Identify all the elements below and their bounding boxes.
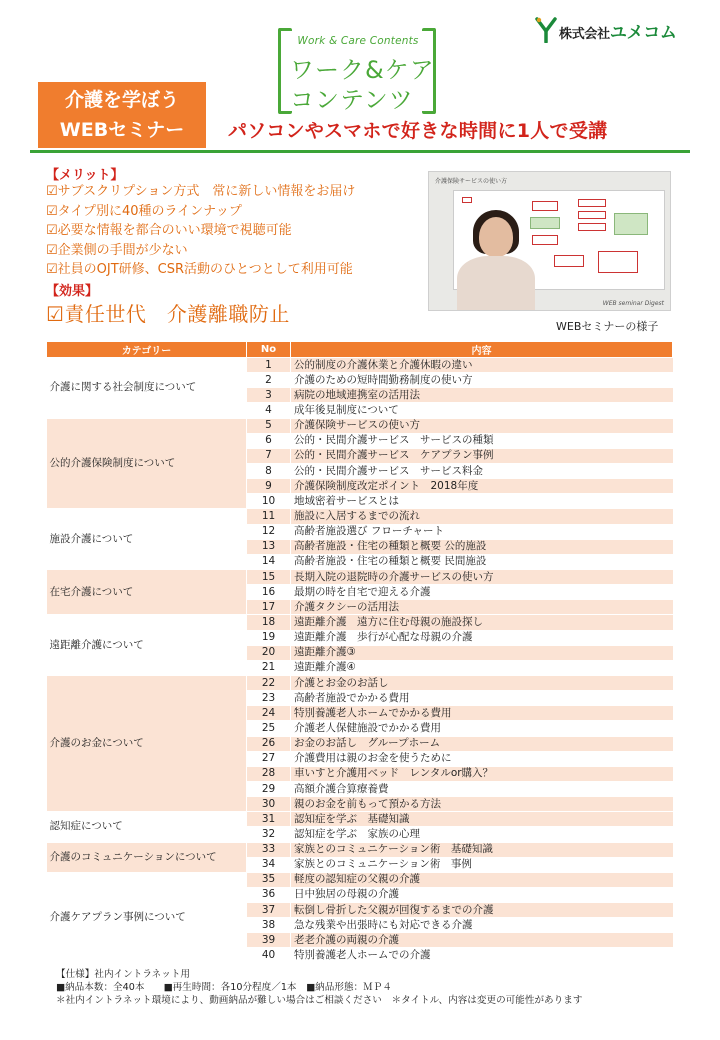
category-cell: 公的介護保険制度について: [47, 418, 247, 509]
table-row: [47, 615, 673, 630]
spec-notes: [56, 968, 582, 1007]
slide-flow-box: [532, 201, 558, 211]
content-cell: 介護タクシーの活用法: [291, 600, 673, 615]
content-cell: 公的・民間介護サービス ケアプラン事例: [291, 448, 673, 463]
presenter-body: [457, 256, 535, 311]
number-cell: 18: [247, 615, 291, 630]
table-row: [47, 509, 673, 524]
number-cell: 31: [247, 812, 291, 827]
number-cell: 35: [247, 872, 291, 887]
seminar-badge-line2: WEBセミナー: [59, 119, 185, 141]
merit-item: ☑企業側の手間が少ない: [46, 242, 188, 258]
content-cell: 遠距離介護 遠方に住む母親の施設探し: [291, 615, 673, 630]
content-cell: 介護とお金のお話し: [291, 675, 673, 690]
brand-subtitle: Work & Care Contents: [297, 35, 419, 47]
merit-item: ☑社員のOJT研修、CSR活動のひとつとして利用可能: [46, 262, 353, 278]
company-prefix: 株式会社: [559, 26, 610, 42]
content-cell: 急な残業や出張時にも対応できる介護: [291, 918, 673, 933]
effect-heading: 【効果】: [46, 284, 99, 299]
content-cell: 高額介護合算療養費: [291, 781, 673, 796]
content-cell: 長期入院の退院時の介護サービスの使い方: [291, 569, 673, 584]
number-cell: 27: [247, 751, 291, 766]
number-cell: 28: [247, 766, 291, 781]
number-cell: 4: [247, 403, 291, 418]
checkbox-icon: ☑: [46, 223, 58, 239]
seminar-badge: [38, 82, 206, 148]
number-cell: 33: [247, 842, 291, 857]
slide-flow-box: [598, 251, 638, 273]
presenter-face: [479, 217, 513, 257]
number-cell: 14: [247, 554, 291, 569]
slide-flow-box: [578, 223, 606, 231]
number-cell: 19: [247, 630, 291, 645]
table-row: [47, 842, 673, 857]
table-row: [47, 675, 673, 690]
brand-logo: [278, 28, 436, 114]
content-cell: 介護保険制度改定ポイント 2018年度: [291, 479, 673, 494]
company-name-main: ユメコム: [609, 22, 677, 43]
content-cell: 日中独居の母親の介護: [291, 887, 673, 902]
merit-item: ☑タイプ別に40種のラインナップ: [46, 203, 242, 219]
number-cell: 38: [247, 918, 291, 933]
number-cell: 37: [247, 903, 291, 918]
table-row: [47, 418, 673, 433]
merit-item: ☑必要な情報を都合のいい環境で視聴可能: [46, 223, 292, 239]
number-cell: 26: [247, 736, 291, 751]
checkbox-icon: ☑: [46, 262, 58, 278]
content-cell: 高齢者施設選び フローチャート: [291, 524, 673, 539]
number-cell: 36: [247, 887, 291, 902]
content-cell: 介護費用は親のお金を使うために: [291, 751, 673, 766]
number-cell: 9: [247, 479, 291, 494]
slide-flow-box: [578, 211, 606, 219]
content-cell: 家族とのコミュニケーション術 基礎知識: [291, 842, 673, 857]
number-cell: 22: [247, 675, 291, 690]
table-row: [47, 812, 673, 827]
table-body: [47, 358, 673, 964]
content-cell: 家族とのコミュニケーション術 事例: [291, 857, 673, 872]
number-cell: 24: [247, 706, 291, 721]
number-cell: 39: [247, 933, 291, 948]
category-cell: 介護のコミュニケーションについて: [47, 842, 247, 872]
content-cell: 遠距離介護④: [291, 660, 673, 675]
number-cell: 10: [247, 494, 291, 509]
number-cell: 30: [247, 797, 291, 812]
content-cell: 転倒し骨折した父親が回復するまでの介護: [291, 903, 673, 918]
slide-flow-box: [532, 235, 558, 245]
slide-flow-box: [530, 217, 560, 229]
number-cell: 11: [247, 509, 291, 524]
table-row: [47, 569, 673, 584]
number-cell: 32: [247, 827, 291, 842]
number-cell: 21: [247, 660, 291, 675]
number-cell: 6: [247, 433, 291, 448]
content-cell: 高齢者施設でかかる費用: [291, 691, 673, 706]
category-cell: 在宅介護について: [47, 569, 247, 614]
checkbox-icon: ☑: [46, 203, 58, 219]
table-header-row: [47, 342, 673, 358]
header-divider: [30, 150, 690, 153]
number-cell: 7: [247, 448, 291, 463]
content-cell: 老老介護の両親の介護: [291, 933, 673, 948]
catchcopy: パソコンやスマホで好きな時間に1人で受講: [228, 120, 608, 142]
content-cell: 地域密着サービスとは: [291, 494, 673, 509]
content-cell: 特別養護老人ホームでの介護: [291, 948, 673, 963]
content-cell: 遠距離介護 歩行が心配な母親の介護: [291, 630, 673, 645]
content-cell: お金のお話し グループホーム: [291, 736, 673, 751]
number-cell: 34: [247, 857, 291, 872]
category-cell: 認知症について: [47, 812, 247, 842]
spec-line: 【仕様】社内イントラネット用: [56, 969, 191, 980]
brand-title-line2: コンテンツ: [290, 86, 414, 114]
slide-flow-box: [554, 255, 584, 267]
effect-text: ☑責任世代 介護離職防止: [46, 302, 290, 326]
merit-list: [46, 182, 355, 280]
slide-flow-box: [462, 197, 472, 203]
checkbox-icon: ☑: [46, 242, 58, 258]
category-cell: 遠距離介護について: [47, 615, 247, 676]
company-logo: [535, 17, 677, 43]
number-cell: 5: [247, 418, 291, 433]
seminar-video-thumbnail: [428, 171, 671, 311]
number-cell: 12: [247, 524, 291, 539]
content-cell: 公的・民間介護サービス サービス料金: [291, 463, 673, 478]
content-cell: 施設に入居するまでの流れ: [291, 509, 673, 524]
video-footer: WEB seminar Digest: [602, 300, 664, 307]
content-cell: 介護老人保健施設でかかる費用: [291, 721, 673, 736]
content-cell: 親のお金を前もって預かる方法: [291, 797, 673, 812]
content-cell: 公的制度の介護休業と介護休暇の違い: [291, 358, 673, 373]
content-cell: 高齢者施設・住宅の種類と概要 民間施設: [291, 554, 673, 569]
course-table: [46, 341, 673, 964]
video-slide-title: 介護保険サービスの使い方: [435, 178, 508, 185]
header-category: カテゴリー: [47, 342, 247, 358]
header-no: No: [247, 342, 291, 358]
spec-line: ＊社内イントラネット環境により、動画納品が難しい場合はご相談ください ＊タイトル、内容は変更の可能性があります: [56, 995, 583, 1006]
category-cell: 介護に関する社会制度について: [47, 358, 247, 419]
number-cell: 20: [247, 645, 291, 660]
merit-item: ☑サブスクリプション方式 常に新しい情報をお届け: [46, 184, 356, 199]
merit-heading: 【メリット】: [46, 168, 124, 183]
checkbox-icon: ☑: [46, 184, 58, 199]
category-cell: 介護ケアプラン事例について: [47, 872, 247, 963]
content-cell: 認知症を学ぶ 基礎知識: [291, 812, 673, 827]
number-cell: 2: [247, 373, 291, 388]
seminar-badge-line1: 介護を学ぼう: [64, 89, 179, 111]
content-cell: 最期の時を自宅で迎える介護: [291, 585, 673, 600]
video-caption: WEBセミナーの様子: [556, 320, 659, 333]
number-cell: 23: [247, 691, 291, 706]
content-cell: 軽度の認知症の父親の介護: [291, 872, 673, 887]
number-cell: 8: [247, 463, 291, 478]
category-cell: 介護のお金について: [47, 675, 247, 811]
content-cell: 高齢者施設・住宅の種類と概要 公的施設: [291, 539, 673, 554]
number-cell: 1: [247, 358, 291, 373]
header-content: 内容: [291, 342, 673, 358]
number-cell: 29: [247, 781, 291, 796]
category-cell: 施設介護について: [47, 509, 247, 570]
number-cell: 3: [247, 388, 291, 403]
content-cell: 介護保険サービスの使い方: [291, 418, 673, 433]
company-mark-icon: [535, 17, 557, 43]
content-cell: 公的・民間介護サービス サービスの種類: [291, 433, 673, 448]
slide-flow-box: [578, 199, 606, 207]
content-cell: 車いすと介護用ベッド レンタルor購入？: [291, 766, 673, 781]
number-cell: 25: [247, 721, 291, 736]
number-cell: 13: [247, 539, 291, 554]
table-row: [47, 358, 673, 373]
table-row: [47, 872, 673, 887]
number-cell: 16: [247, 585, 291, 600]
content-cell: 介護のための短時間勤務制度の使い方: [291, 373, 673, 388]
content-cell: 遠距離介護③: [291, 645, 673, 660]
content-cell: 特別養護老人ホームでかかる費用: [291, 706, 673, 721]
number-cell: 15: [247, 569, 291, 584]
content-cell: 認知症を学ぶ 家族の心理: [291, 827, 673, 842]
company-name: [559, 18, 677, 43]
brand-title-line1: ワーク&ケア: [290, 56, 435, 84]
content-cell: 成年後見制度について: [291, 403, 673, 418]
number-cell: 40: [247, 948, 291, 963]
number-cell: 17: [247, 600, 291, 615]
slide-flow-box: [614, 213, 648, 235]
content-cell: 病院の地域連携室の活用法: [291, 388, 673, 403]
spec-line: ■納品本数：全40本 ■再生時間：各10分程度／1本 ■納品形態：ＭＰ４: [56, 982, 392, 993]
